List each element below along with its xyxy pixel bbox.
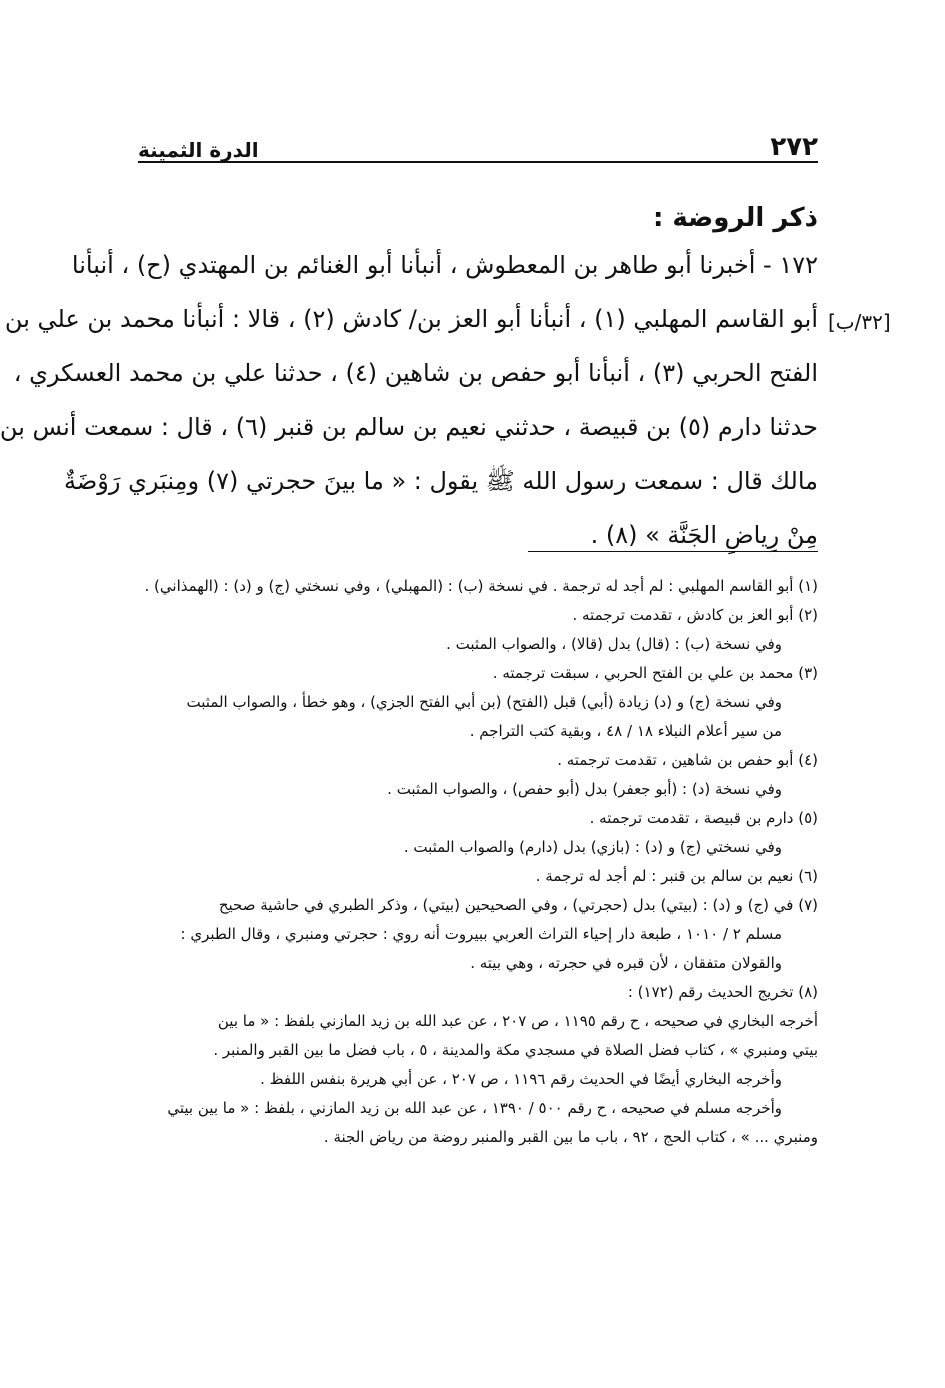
footnote-line: أخرجه البخاري في صحيحه ، ح رقم ١١٩٥ ، ص ٢٠٧ ، عن عبد الله بن زيد المازني بلفظ : « ما بين <box>217 1012 818 1030</box>
footnote-line: وفي نسختي (ج) و (د) : (بازي) بدل (دارم) والصواب المثبت . <box>403 838 782 856</box>
footnote-line: ومنبري ... » ، كتاب الحج ، ٩٢ ، باب ما بين القبر والمنبر روضة من رياض الجنة . <box>323 1128 818 1146</box>
footnotes-separator <box>528 551 818 552</box>
footnote-line: (٦) نعيم بن سالم بن قنبر : لم أجد له ترجمة . <box>535 867 818 885</box>
hadith-line: مالك قال : سمعت رسول الله ﷺ يقول : « ما بينَ حجرتي (٧) ومِنبَري رَوْضَةٌ <box>64 467 818 495</box>
footnote-line: وفي نسخة (د) : (أبو جعفر) بدل (أبو حفص) ، والصواب المثبت . <box>387 780 782 798</box>
footnote-line: (٧) في (ج) و (د) : (بيتي) بدل (حجرتي) ، وفي الصحيحين (بيتي) ، وذكر الطبري في حاشية صحيح <box>218 896 818 914</box>
hadith-line: الفتح الحربي (٣) ، أنبأنا أبو حفص بن شاهين (٤) ، حدثنا علي بن محمد العسكري ، <box>13 359 818 387</box>
footnote-line: (١) أبو القاسم المهلبي : لم أجد له ترجمة . في نسخة (ب) : (المهبلي) ، وفي نسختي (ج) و (د) : (الهمذاني) . <box>144 577 818 595</box>
footnote-line: بيتي ومنبري » ، كتاب فضل الصلاة في مسجدي مكة والمدينة ، ٥ ، باب فضل ما بين القبر والمنبر . <box>213 1041 818 1059</box>
hadith-line: ١٧٢ - أخبرنا أبو طاهر بن المعطوش ، أنبأنا أبو الغنائم بن المهتدي (ح) ، أنبأنا <box>71 251 818 279</box>
running-title: الدرة الثمينة <box>138 138 259 162</box>
footnote-line: وأخرجه البخاري أيضًا في الحديث رقم ١١٩٦ ، ص ٢٠٧ ، عن أبي هريرة بنفس اللفظ . <box>260 1070 782 1088</box>
section-heading: ذكر الروضة : <box>652 203 818 233</box>
footnote-line: من سير أعلام النبلاء ١٨ / ٤٨ ، وبقية كتب التراجم . <box>469 722 782 740</box>
footnote-line: (٤) أبو حفص بن شاهين ، تقدمت ترجمته . <box>557 751 818 769</box>
footnote-line: وفي نسخة (ج) و (د) زيادة (أبي) قبل (الفتح) (بن أبي الفتح الجزي) ، وهو خطأ ، والصواب المثبت <box>186 693 782 711</box>
hadith-line: مِنْ رِياضِ الجَنَّة » (٨) . <box>590 521 818 549</box>
footnote-line: (٣) محمد بن علي بن الفتح الحربي ، سبقت ترجمته . <box>492 664 818 682</box>
footnote-line: وفي نسخة (ب) : (قال) بدل (قالا) ، والصواب المثبت . <box>446 635 782 653</box>
footnote-line: مسلم ٢ / ١٠١٠ ، طبعة دار إحياء التراث العربي ببيروت أنه روي : حجرتي ومنبري ، وقال الطبري : <box>180 925 782 943</box>
header-rule <box>138 161 818 163</box>
page-number: ٢٧٢ <box>770 132 818 162</box>
footnote-line: (٥) دارم بن قبيصة ، تقدمت ترجمته . <box>589 809 818 827</box>
main-text <box>0 198 818 562</box>
footnotes <box>138 572 818 1152</box>
footnote-line: (٢) أبو العز بن كادش ، تقدمت ترجمته . <box>572 606 818 624</box>
page-header <box>138 120 818 160</box>
hadith-line: أبو القاسم المهلبي (١) ، أنبأنا أبو العز بن/ كادش (٢) ، قالا : أنبأنا محمد بن علي بن <box>4 305 818 333</box>
footnote-line: والقولان متفقان ، لأن قبره في حجرته ، وهي بيته . <box>470 954 782 972</box>
footnote-line: (٨) تخريج الحديث رقم (١٧٢) : <box>627 983 818 1001</box>
hadith-line: حدثنا دارم (٥) بن قبيصة ، حدثني نعيم بن سالم بن قنبر (٦) ، قال : سمعت أنس بن <box>0 413 818 441</box>
footnote-line: وأخرجه مسلم في صحيحه ، ح رقم ٥٠٠ / ١٣٩٠ ، عن عبد الله بن زيد المازني ، بلفظ : « ما بين بيتي <box>167 1099 782 1117</box>
margin-manuscript-reference: [٣٢/ب] <box>828 310 891 334</box>
